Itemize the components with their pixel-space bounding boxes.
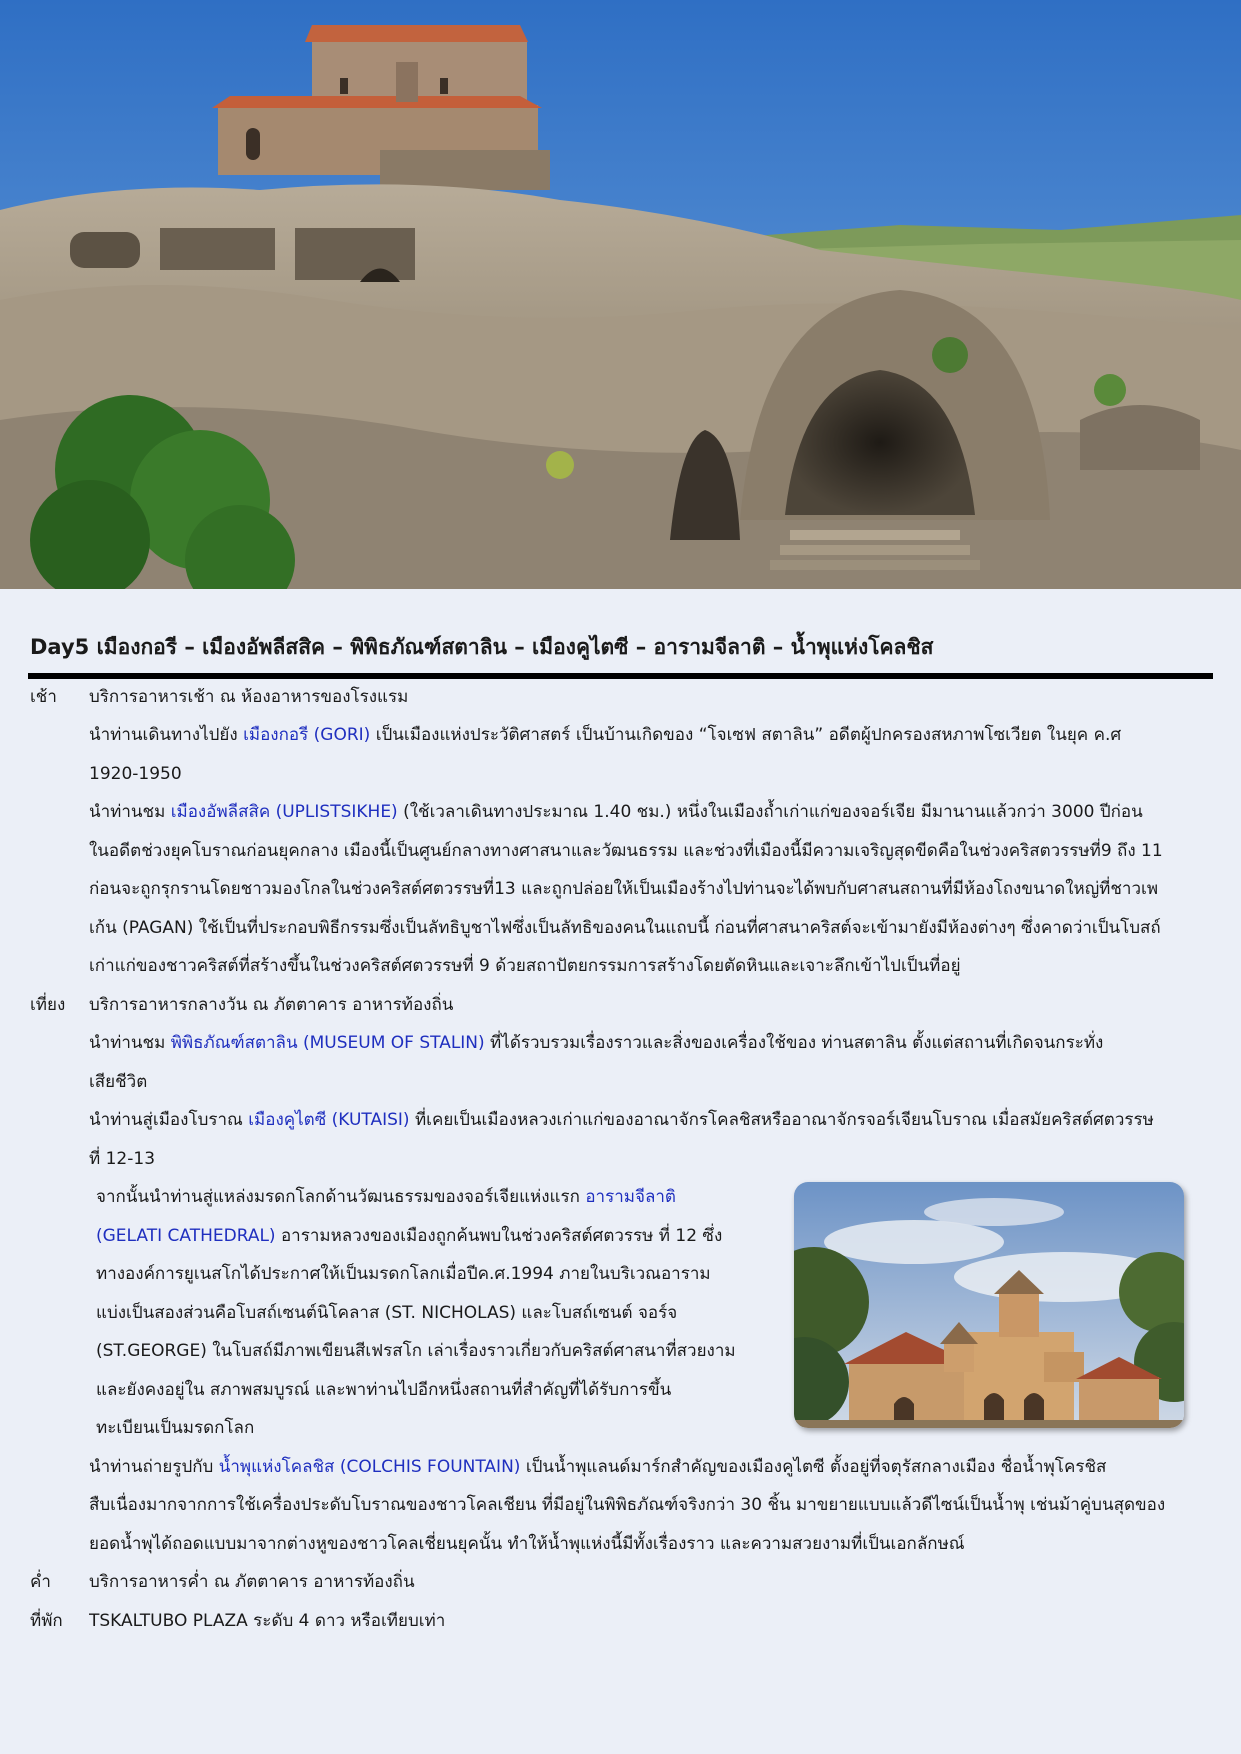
gori-paragraph [89, 716, 1211, 755]
day-title: Day5 เมืองกอรี – เมืองอัพลีสสิค – พิพิธภัณฑ์สตาลิน – เมืองคูไตซี – อารามจีลาติ – น้ำพุแห่งโคลชิส [30, 635, 934, 659]
kutaisi-rest: ที่เคยเป็นเมืองหลวงเก่าแก่ของอาณาจักรโคลชิสหรืออาณาจักรจอร์เจียนโบราณ เมื่อสมัยคริสต์ศตวรรษ [409, 1110, 1154, 1130]
dinner-label: ค่ำ [30, 1572, 51, 1592]
hero-photo [0, 0, 1241, 589]
gelati-paragraph [96, 1178, 764, 1217]
colchis-rest: เป็นน้ำพุแลนด์มาร์กสำคัญของเมืองคูไตซี ตั้งอยู่ที่จตุรัสกลางเมือง ชื่อน้ำพุโครชิส [520, 1457, 1107, 1477]
hotel-text: TSKALTUBO PLAZA ระดับ 4 ดาว หรือเทียบเท่า [89, 1611, 446, 1631]
colchis-place-name: น้ำพุแห่งโคลชิส (COLCHIS FOUNTAIN) [218, 1457, 521, 1477]
uplistsikhe-place-name: เมืองอัพลีสสิค (UPLISTSIKHE) [170, 802, 398, 822]
kutaisi-paragraph [89, 1101, 1211, 1140]
gelati-line-5: (ST.GEORGE) ในโบสถ์มีภาพเขียนสีเฟรสโก เล่าเรื่องราวเกี่ยวกับคริสต์ศาสนาที่สวยงาม [96, 1341, 736, 1361]
lunch-label: เที่ยง [30, 995, 66, 1015]
gori-lead: นำท่านเดินทางไปยัง [89, 725, 244, 745]
gelati-line-4: แบ่งเป็นสองส่วนคือโบสถ์เซนต์นิโคลาส (ST. NICHOLAS) และโบสถ์เซนต์ จอร์จ [96, 1303, 678, 1323]
dinner-text: บริการอาหารค่ำ ณ ภัตตาคาร อาหารท้องถิ่น [89, 1572, 415, 1592]
gelati-line-2 [96, 1217, 764, 1256]
uplistsikhe-lead: นำท่านชม [89, 802, 171, 822]
gelati-photo [794, 1182, 1184, 1428]
stalin-museum-paragraph [89, 1024, 1211, 1063]
uplistsikhe-line-5: เก่าแก่ของชาวคริสต์ที่สร้างขึ้นในช่วงคริสต์ศตวรรษที่ 9 ด้วยสถาปัตยกรรมการสร้างโดยตัดหินและเจาะลึกเข้าไปเป็นที่อยู่ [89, 956, 961, 976]
gelati-line-7: ทะเบียนเป็นมรดกโลก [96, 1418, 255, 1438]
gelati-line-6: และยังคงอยู่ใน สภาพสมบูรณ์ และพาท่านไปอีกหนึ่งสถานที่สำคัญที่ได้รับการขึ้น [96, 1380, 672, 1400]
gori-place-name: เมืองกอรี (GORI) [243, 725, 371, 745]
colchis-line-3: ยอดน้ำพุได้ถอดแบบมาจากต่างหูของชาวโคลเชี่ยนยุคนั้น ทำให้น้ำพุแห่งนี้มีทั้งเรื่องราว และความสวยงามที่เป็นเอกลักษณ์ [89, 1534, 965, 1554]
uplistsikhe-line-4: เก้น (PAGAN) ใช้เป็นที่ประกอบพิธีกรรมซึ่งเป็นลัทธิบูชาไฟซึ่งเป็นลัทธิของคนในแถบนี้ ก่อนที่ศาสนาคริสต์จะเข้ามายังมีห้องต่างๆ ซึ่งคาดว่าเป็นโบสถ์ [89, 918, 1161, 938]
colchis-paragraph [89, 1448, 1211, 1487]
uplistsikhe-line-2: ในอดีตช่วงยุคโบราณก่อนยุคกลาง เมืองนี้เป็นศูนย์กลางทางศาสนาและวัฒนธรรม และช่วงที่เมืองนี้มีความเจริญสุดขีดคือในช่วงคริสตวรรษที่9 ถึง 11 [89, 841, 1163, 861]
breakfast-label: เช้า [30, 687, 57, 707]
uplistsikhe-rest: (ใช้เวลาเดินทางประมาณ 1.40 ชม.) หนึ่งในเมืองถ้ำเก่าแก่ของจอร์เจีย มีมานานแล้วกว่า 3000 ปีก่อน [397, 802, 1143, 822]
gelati-lead: จากนั้นนำท่านสู่แหล่งมรดกโลกด้านวัฒนธรรมของจอร์เจียแห่งแรก [96, 1187, 586, 1207]
colchis-line-2: สืบเนื่องมากจากการใช้เครื่องประดับโบราณของชาวโคลเชียน ที่มีอยู่ในพิพิธภัณฑ์จริงกว่า 30 ชิ้น มาขยายแบบแล้วดีไซน์เป็นน้ำพุ เช่นม้าคู่บนสุดของ [89, 1495, 1166, 1515]
stalin-museum-line-2: เสียชีวิต [89, 1072, 148, 1092]
hotel-label: ที่พัก [30, 1611, 63, 1631]
uplistsikhe-photo [0, 0, 1241, 589]
stalin-museum-name: พิพิธภัณฑ์สตาลิน (MUSEUM OF STALIN) [170, 1033, 485, 1053]
stalin-museum-lead: นำท่านชม [89, 1033, 171, 1053]
lunch-text: บริการอาหารกลางวัน ณ ภัตตาคาร อาหารท้องถิ่น [89, 995, 454, 1015]
gelati-rest: อารามหลวงของเมืองถูกค้นพบในช่วงคริสต์ศตวรรษ ที่ 12 ซึ่ง [275, 1226, 723, 1246]
gelati-place-name: อารามจีลาติ [585, 1187, 676, 1207]
kutaisi-place-name: เมืองคูไตซี (KUTAISI) [248, 1110, 410, 1130]
gelati-place-name-en: (GELATI CATHEDRAL) [96, 1226, 276, 1246]
kutaisi-line-2: ที่ 12-13 [89, 1149, 156, 1169]
kutaisi-lead: นำท่านสู่เมืองโบราณ [89, 1110, 249, 1130]
gori-line-2: 1920-1950 [89, 764, 182, 784]
stalin-museum-rest: ที่ได้รวบรวมเรื่องราวและสิ่งของเครื่องใช้ของ ท่านสตาลิน ตั้งแต่สถานที่เกิดจนกระทั่ง [484, 1033, 1104, 1053]
uplistsikhe-line-3: ก่อนจะถูกรุกรานโดยชาวมองโกลในช่วงคริสต์ศตวรรษที่13 และถูกปล่อยให้เป็นเมืองร้างไปท่านจะได้พบกับศาสนสถานที่มีห้องโถงขนาดใหญ่ที่ชาวเพ [89, 879, 1159, 899]
gelati-line-3: ทางองค์การยูเนสโกได้ประกาศให้เป็นมรดกโลกเมื่อปีค.ศ.1994 ภายในบริเวณอาราม [96, 1264, 711, 1284]
gelati-cathedral-photo [794, 1182, 1184, 1428]
gori-rest: เป็นเมืองแห่งประวัติศาสตร์ เป็นบ้านเกิดของ “โจเซฟ สตาลิน” อดีตผู้ปกครองสหภาพโซเวียต ในยุค ค.ศ [370, 725, 1122, 745]
breakfast-text: บริการอาหารเช้า ณ ห้องอาหารของโรงแรม [89, 687, 409, 707]
colchis-lead: นำท่านถ่ายรูปกับ [89, 1457, 219, 1477]
uplistsikhe-paragraph [89, 793, 1211, 832]
